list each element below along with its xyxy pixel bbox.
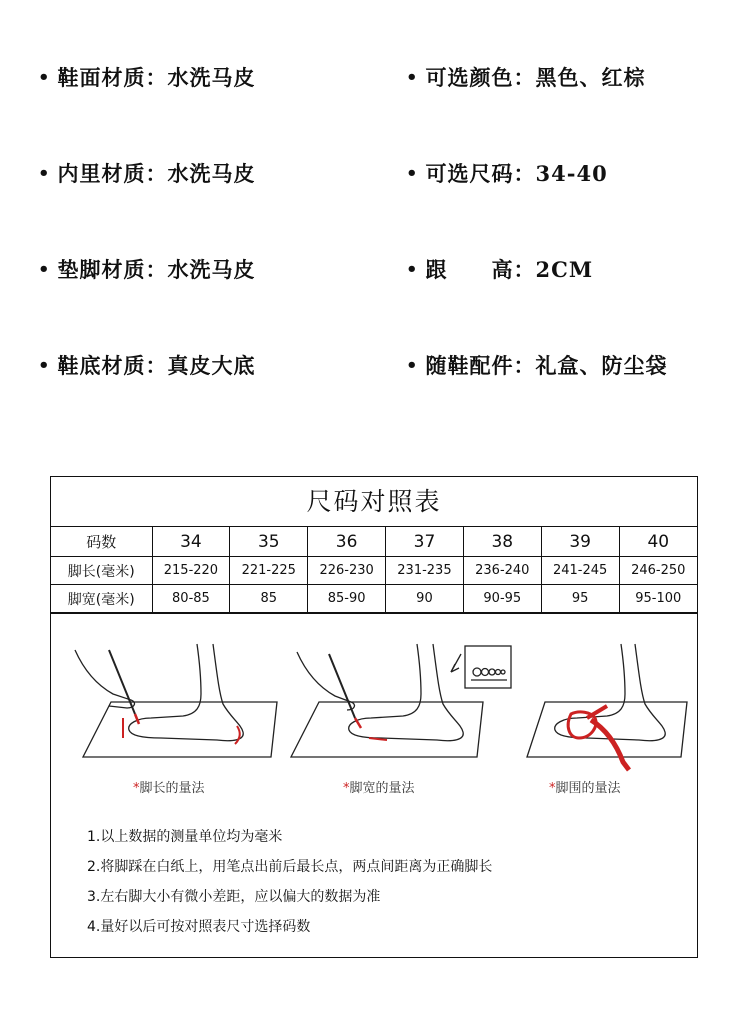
size-cell: 40 — [619, 527, 697, 557]
bullet-dot: • — [406, 66, 418, 88]
bullet-dot: • — [38, 162, 50, 184]
table-row — [51, 585, 697, 613]
size-cell: 37 — [386, 527, 464, 557]
spec-upper-material — [38, 62, 256, 92]
bullet-dot: • — [38, 258, 50, 280]
table-header-row — [51, 527, 697, 557]
note-item: 4.量好以后可按对照表尺寸选择码数 — [87, 919, 311, 935]
table-cell: 80-85 — [152, 585, 230, 613]
spec-label: 内里材质： — [57, 161, 168, 186]
caption-text: 脚长的量法 — [139, 781, 205, 796]
caption-foot-length — [133, 777, 205, 796]
spec-value: 水洗马皮 — [167, 65, 256, 90]
spec-label: 鞋面材质： — [57, 65, 168, 90]
spec-label: 鞋底材质： — [57, 353, 168, 378]
note-item: 1.以上数据的测量单位均为毫米 — [87, 829, 283, 845]
caption-foot-girth — [549, 777, 621, 796]
table-cell: 90-95 — [463, 585, 541, 613]
caption-foot-width — [343, 777, 415, 796]
spec-value: 水洗马皮 — [167, 161, 256, 186]
table-cell: 215-220 — [152, 557, 230, 585]
foot-width-illustration — [291, 644, 511, 757]
spec-accessories — [406, 350, 668, 380]
size-chart — [50, 476, 698, 958]
size-cell: 35 — [230, 527, 308, 557]
spec-label: 可选颜色： — [425, 65, 536, 90]
spec-sizes — [406, 158, 608, 188]
spec-sole-material — [38, 350, 256, 380]
size-chart-title: 尺码对照表 — [51, 477, 697, 527]
table-cell: 85-90 — [308, 585, 386, 613]
bullet-dot: • — [38, 66, 50, 88]
caption-asterisk: * — [133, 781, 140, 796]
table-cell: 90 — [386, 585, 464, 613]
spec-value: 礼盒、防尘袋 — [535, 353, 668, 378]
note-item: 2.将脚踩在白纸上，用笔点出前后最长点，两点间距离为正确脚长 — [87, 859, 493, 875]
size-cell: 36 — [308, 527, 386, 557]
bullet-dot: • — [406, 258, 418, 280]
spec-value: 34-40 — [535, 160, 608, 186]
table-cell: 221-225 — [230, 557, 308, 585]
row-label: 脚长(毫米) — [51, 557, 152, 585]
spec-lining-material — [38, 158, 256, 188]
table-cell: 236-240 — [463, 557, 541, 585]
table-cell: 246-250 — [619, 557, 697, 585]
table-cell: 226-230 — [308, 557, 386, 585]
note-item: 3.左右脚大小有微小差距，应以偏大的数据为准 — [87, 889, 381, 905]
size-cell: 38 — [463, 527, 541, 557]
bullet-dot: • — [406, 162, 418, 184]
table-header-label: 码数 — [51, 527, 152, 557]
spec-label: 垫脚材质： — [57, 257, 168, 282]
size-cell: 34 — [152, 527, 230, 557]
caption-asterisk: * — [343, 781, 350, 796]
spec-value: 2CM — [535, 256, 594, 282]
caption-text: 脚宽的量法 — [349, 781, 415, 796]
spec-colors — [406, 62, 646, 92]
spec-value: 黑色、红棕 — [535, 65, 646, 90]
spec-heel-height — [406, 254, 593, 284]
table-row — [51, 557, 697, 585]
spec-label: 随鞋配件： — [425, 353, 536, 378]
caption-asterisk: * — [549, 781, 556, 796]
table-cell: 231-235 — [386, 557, 464, 585]
measurement-illustrations — [51, 613, 697, 958]
table-cell: 241-245 — [541, 557, 619, 585]
bullet-dot: • — [406, 354, 418, 376]
table-cell: 85 — [230, 585, 308, 613]
spec-value: 真皮大底 — [167, 353, 256, 378]
row-label: 脚宽(毫米) — [51, 585, 152, 613]
caption-text: 脚围的量法 — [555, 781, 621, 796]
table-cell: 95-100 — [619, 585, 697, 613]
spec-label: 跟 高： — [425, 257, 536, 282]
size-table — [51, 527, 697, 613]
size-cell: 39 — [541, 527, 619, 557]
foot-girth-illustration — [527, 644, 687, 770]
spec-insole-material — [38, 254, 256, 284]
spec-value: 水洗马皮 — [167, 257, 256, 282]
bullet-dot: • — [38, 354, 50, 376]
spec-label: 可选尺码： — [425, 161, 536, 186]
foot-length-illustration — [75, 644, 277, 757]
table-cell: 95 — [541, 585, 619, 613]
measurement-notes — [87, 822, 492, 942]
